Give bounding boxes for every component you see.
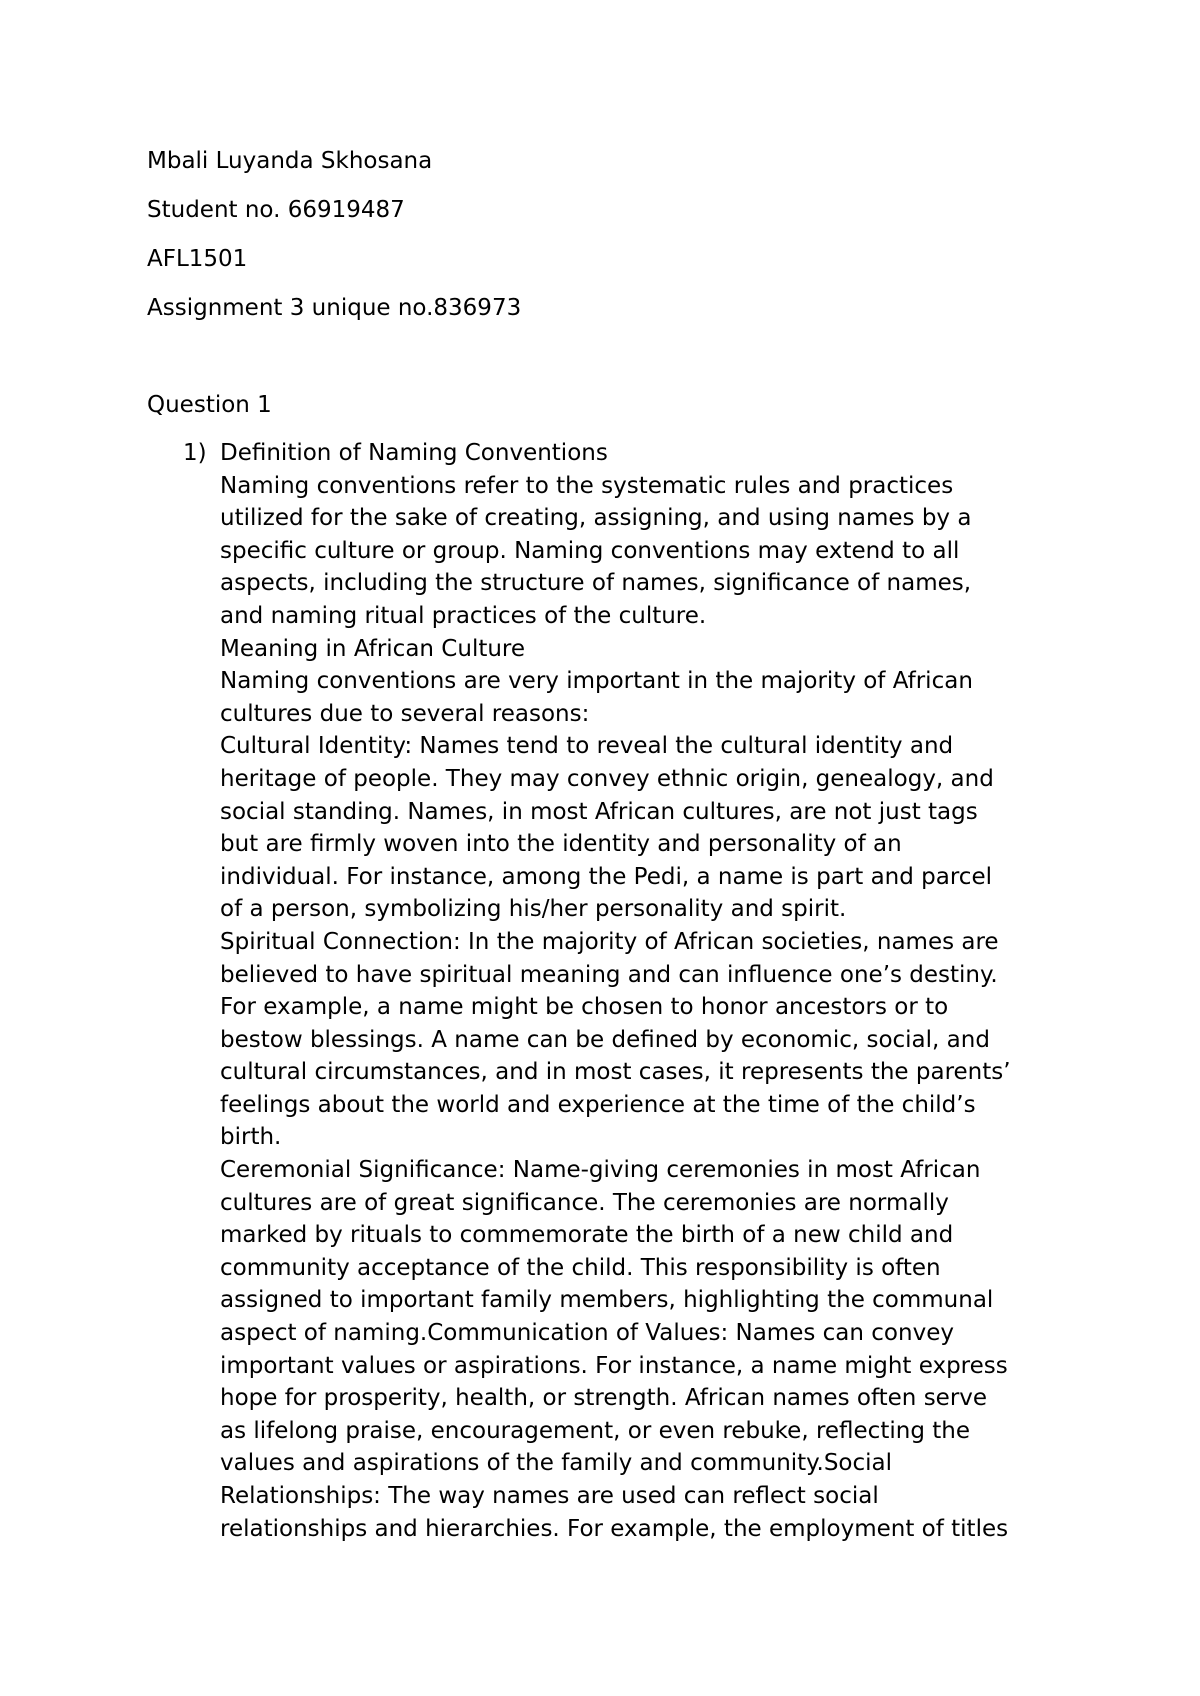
answer-text-line: assigned to important family members, highlighting the communal: [220, 1287, 994, 1314]
answer-text-line: bestow blessings. A name can be defined by economic, social, and: [220, 1026, 990, 1053]
answer-text-line: relationships and hierarchies. For example, the employment of titles: [220, 1515, 1009, 1542]
answer-text-line: Naming conventions refer to the systematic rules and practices: [220, 472, 954, 499]
answer-text-line: Naming conventions are very important in the majority of African: [220, 668, 973, 695]
answer-text-line: Relationships: The way names are used can reflect social: [220, 1483, 879, 1509]
student-name: Mbali Luyanda Skhosana: [147, 148, 433, 174]
answer-text-line: but are firmly woven into the identity and personality of an: [220, 831, 902, 858]
answer-text-line: Cultural Identity: Names tend to reveal the cultural identity and: [220, 733, 954, 760]
answer-text-line: important values or aspirations. For instance, a name might express: [220, 1352, 1008, 1379]
answer-text-line: of a person, symbolizing his/her personality and spirit.: [220, 896, 847, 923]
answer-heading-line: Definition of Naming Conventions: [220, 440, 608, 466]
answer-text-line: as lifelong praise, encouragement, or even rebuke, reflecting the: [220, 1417, 970, 1444]
answer-text-line: specific culture or group. Naming conventions may extend to all: [220, 537, 960, 564]
answer-text-line: believed to have spiritual meaning and can influence one’s destiny.: [220, 961, 998, 988]
answer-text-line: community acceptance of the child. This responsibility is often: [220, 1254, 941, 1281]
answer-text-line: aspect of naming.Communication of Values: Names can convey: [220, 1320, 954, 1347]
answer-text-line: feelings about the world and experience at the time of the child’s: [220, 1091, 976, 1118]
answer-text-line: Spiritual Connection: In the majority of African societies, names are: [220, 928, 999, 955]
answer-text-line: values and aspirations of the family and community.Social: [220, 1450, 893, 1477]
answer-text-line: Ceremonial Significance: Name-giving ceremonies in most African: [220, 1157, 981, 1184]
answer-text-line: heritage of people. They may convey ethnic origin, genealogy, and: [220, 765, 994, 792]
student-number: Student no. 66919487: [147, 197, 405, 223]
answer-text-line: For example, a name might be chosen to honor ancestors or to: [220, 994, 949, 1021]
question-label: Question 1: [147, 392, 272, 418]
answer-text-line: cultural circumstances, and in most cases, it represents the parents’: [220, 1059, 1011, 1086]
module-code: AFL1501: [147, 246, 248, 272]
answer-text-line: aspects, including the structure of names, significance of names,: [220, 570, 972, 597]
answer-body: [220, 437, 1080, 1545]
answer-text-line: marked by rituals to commemorate the birth of a new child and: [220, 1222, 954, 1249]
answer-text-line: hope for prosperity, health, or strength. African names often serve: [220, 1385, 988, 1412]
answer-text-line: utilized for the sake of creating, assigning, and using names by a: [220, 505, 972, 532]
answer-text-line: Meaning in African Culture: [220, 635, 526, 662]
assignment-number: Assignment 3 unique no.836973: [147, 295, 522, 321]
answer-text-line: and naming ritual practices of the culture.: [220, 602, 707, 629]
answer-text-line: birth.: [220, 1124, 282, 1151]
answer-text-line: cultures are of great significance. The ceremonies are normally: [220, 1189, 949, 1216]
answer-text-line: social standing. Names, in most African cultures, are not just tags: [220, 798, 978, 825]
answer-text-line: cultures due to several reasons:: [220, 700, 590, 727]
answer-text-line: individual. For instance, among the Pedi, a name is part and parcel: [220, 863, 992, 890]
list-item-number: 1): [183, 440, 207, 466]
